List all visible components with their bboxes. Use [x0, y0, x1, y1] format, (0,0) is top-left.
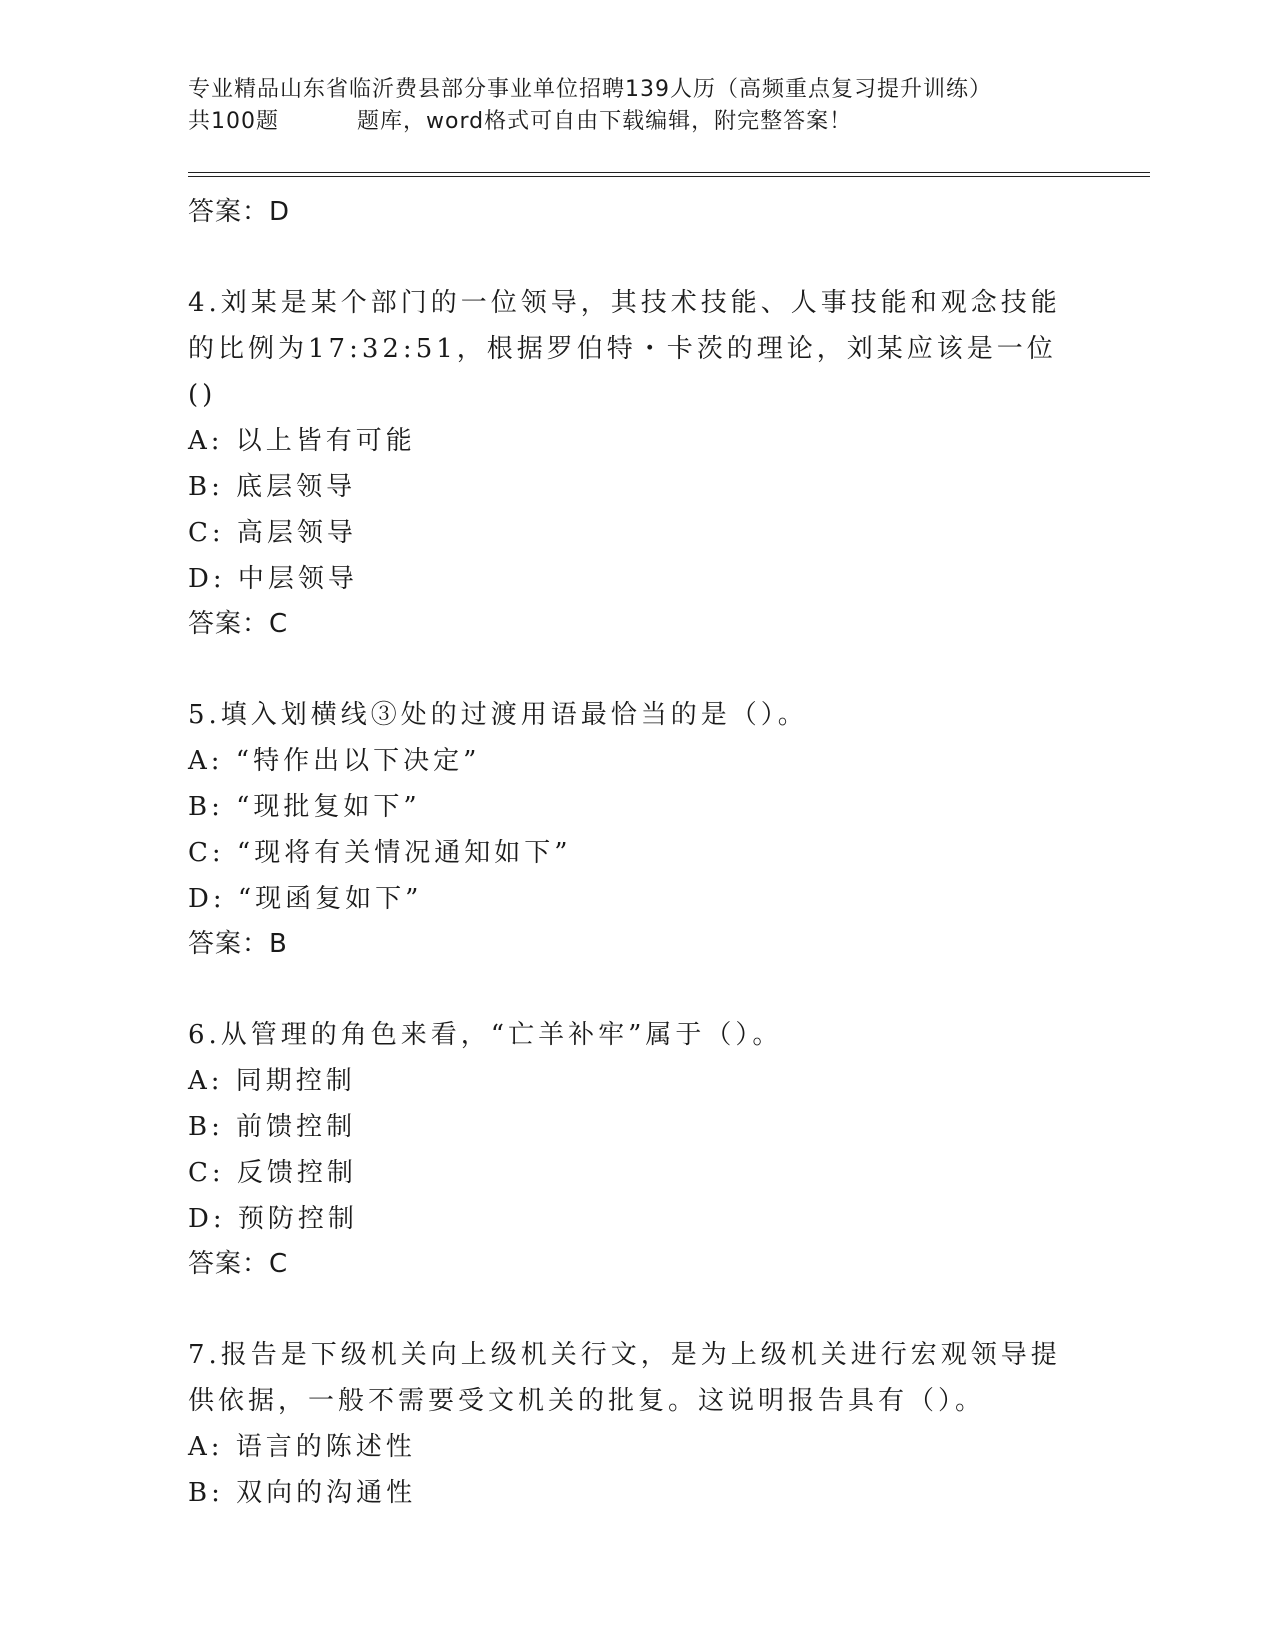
question-4-option-a: A: 以上皆有可能 — [188, 426, 416, 456]
question-5 — [188, 692, 1128, 922]
question-list — [188, 190, 1128, 1516]
question-6-option-a: A: 同期控制 — [188, 1066, 356, 1096]
question-6 — [188, 1012, 1128, 1242]
question-6-text: 6.从管理的角色来看，“亡羊补牢”属于（）。 — [188, 1020, 783, 1050]
question-6-option-b: B: 前馈控制 — [188, 1112, 357, 1142]
header-description: 题库，word格式可自由下载编辑，附完整答案！ — [357, 109, 853, 134]
question-6-option-d: D: 预防控制 — [188, 1204, 358, 1234]
question-5-text: 5.填入划横线③处的过渡用语最恰当的是（）。 — [188, 700, 808, 730]
answer-4: 答案：C — [188, 609, 289, 639]
question-7-text: 7.报告是下级机关向上级机关行文，是为上级机关进行宏观领导提供依据，一般不需要受文机关的批复。这说明报告具有（）。 — [188, 1340, 1061, 1416]
header-subtitle-line — [188, 106, 1088, 138]
header-divider-top — [188, 172, 1150, 173]
header-divider-bottom — [188, 176, 1150, 177]
question-4-text: 4.刘某是某个部门的一位领导，其技术技能、人事技能和观念技能的比例为17:32:51，根据罗伯特・卡茨的理论，刘某应该是一位() — [188, 288, 1061, 410]
question-5-option-b: B: “现批复如下” — [188, 792, 421, 822]
header-title-line: 专业精品山东省临沂费县部分事业单位招聘139人历（高频重点复习提升训练） — [188, 77, 992, 102]
question-4-option-d: D: 中层领导 — [188, 564, 358, 594]
answer-6: 答案：C — [188, 1249, 289, 1279]
question-5-option-a: A: “特作出以下决定” — [188, 746, 481, 776]
document-header — [188, 74, 1088, 138]
question-7 — [188, 1332, 1128, 1516]
answer-5: 答案：B — [188, 929, 288, 959]
question-4-option-c: C: 高层领导 — [188, 518, 357, 548]
question-5-option-c: C: “现将有关情况通知如下” — [188, 838, 572, 868]
question-7-option-b: B: 双向的沟通性 — [188, 1478, 417, 1508]
question-5-option-d: D: “现函复如下” — [188, 884, 423, 914]
question-7-option-a: A: 语言的陈述性 — [188, 1432, 416, 1462]
question-6-option-c: C: 反馈控制 — [188, 1158, 357, 1188]
question-4-option-b: B: 底层领导 — [188, 472, 357, 502]
header-question-count: 共100题 — [188, 109, 279, 134]
answer-3: 答案：D — [188, 197, 291, 227]
question-4 — [188, 280, 1128, 602]
